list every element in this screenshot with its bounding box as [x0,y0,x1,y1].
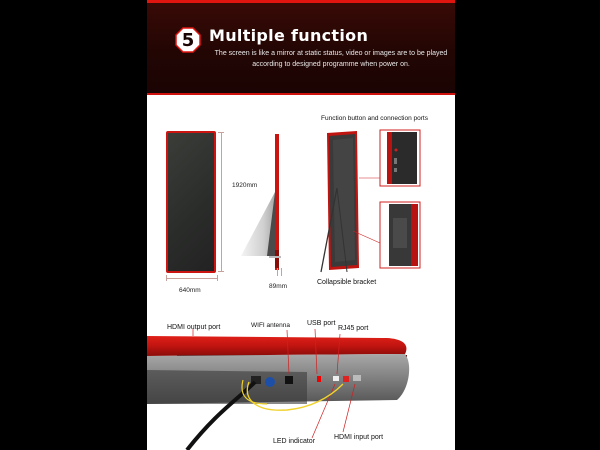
top-red-line [147,0,455,3]
dim-tick-right [217,275,218,281]
dim-tick-bottom [218,271,224,272]
product-sheet-page [147,0,455,450]
dim-tick-top [218,132,224,133]
header-bottom-line [147,93,455,95]
number-badge [175,27,201,53]
rear-view-panel [307,128,435,276]
screen-front-view [166,131,216,273]
hdmi-output-label: HDMI output port [167,324,221,331]
width-dimension-line [166,278,218,279]
dim-tick-left [166,275,167,281]
section-description: The screen is like a mirror at static status, video or images are to be played according to designed programme when power on. [214,50,448,68]
height-dimension-line [221,132,222,272]
height-label: 1920mm [232,182,258,189]
header-banner [147,0,455,95]
led-indicator-label: LED indicator [273,438,316,445]
screen-glass [168,133,214,271]
wifi-antenna-label: WIFI antenna [251,322,291,329]
side-profile-graphic [239,132,289,274]
bracket-label: Collapsible bracket [317,279,377,286]
rear-view-graphic [307,128,435,276]
ports-closeup [147,320,455,450]
ports-title: Function button and connection ports [321,115,428,122]
hdmi-input-label: HDMI input port [334,434,384,441]
ports-closeup-graphic [147,320,455,450]
section-title: Multiple function [209,26,369,45]
rj45-port-label: RJ45 port [338,325,369,332]
depth-tick-left [277,268,278,276]
usb-port-label: USB port [307,320,336,327]
depth-tick-right [281,268,282,276]
screen-side-view [239,132,289,274]
depth-label: 89mm [269,283,288,290]
width-label: 640mm [179,287,201,294]
section-number: 5 [181,30,195,51]
